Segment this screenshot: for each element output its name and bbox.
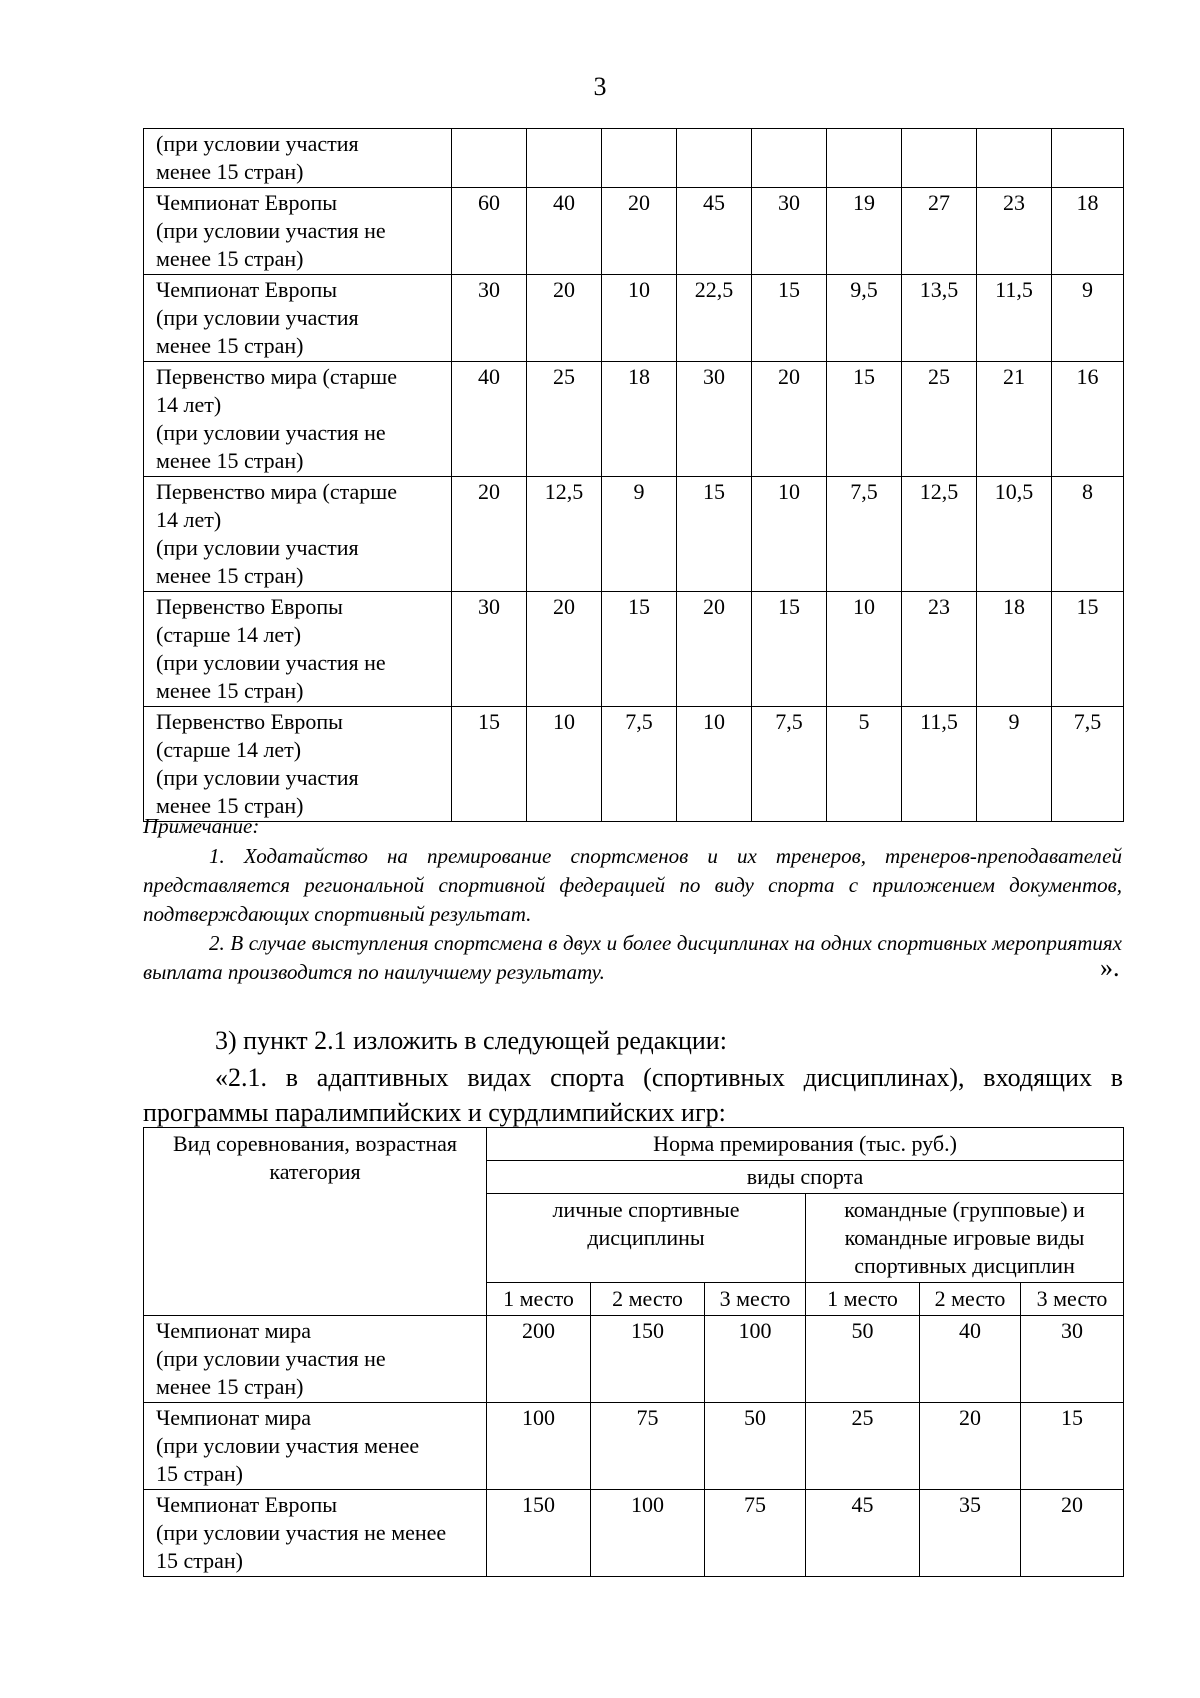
value-cell: 16 bbox=[1052, 362, 1124, 477]
row-label bbox=[144, 362, 452, 477]
header-norm: Норма премирования (тыс. руб.) bbox=[487, 1128, 1124, 1161]
value-cell: 150 bbox=[487, 1490, 591, 1577]
row-label-line: (при условии участия не bbox=[156, 650, 386, 675]
row-label-line: (при условии участия bbox=[156, 535, 359, 560]
value-cell: 100 bbox=[591, 1490, 705, 1577]
value-cell: 15 bbox=[1021, 1403, 1124, 1490]
value-cell: 75 bbox=[591, 1403, 705, 1490]
note-1: 1. Ходатайство на премирование спортсменов и их тренеров, тренеров-преподавателей представляется региональной спортивной федерацией по виду спорта с приложением документов, подтверждающих спортивный результат. bbox=[143, 844, 1122, 926]
paragraph-3: 3) пункт 2.1 изложить в следующей редакции: bbox=[215, 1026, 727, 1055]
row-label bbox=[144, 275, 452, 362]
row-label-line: менее 15 стран) bbox=[156, 1374, 304, 1399]
table2-body bbox=[144, 1316, 1124, 1577]
value-cell: 15 bbox=[752, 592, 827, 707]
value-cell: 45 bbox=[677, 188, 752, 275]
row-label bbox=[144, 592, 452, 707]
row-label-line: менее 15 стран) bbox=[156, 246, 304, 271]
row-label-line: менее 15 стран) bbox=[156, 448, 304, 473]
value-cell: 10,5 bbox=[977, 477, 1052, 592]
value-cell: 40 bbox=[452, 362, 527, 477]
header-personal-disciplines: личные спортивные дисциплины bbox=[487, 1194, 806, 1283]
value-cell: 15 bbox=[752, 275, 827, 362]
value-cell: 45 bbox=[806, 1490, 920, 1577]
row-label-line: Чемпионат мира bbox=[156, 1405, 312, 1430]
value-cell: 100 bbox=[705, 1316, 806, 1403]
value-cell: 30 bbox=[452, 275, 527, 362]
value-cell: 15 bbox=[1052, 592, 1124, 707]
value-cell: 60 bbox=[452, 188, 527, 275]
value-cell: 5 bbox=[827, 707, 902, 822]
value-cell bbox=[602, 129, 677, 188]
row-label-line: Чемпионат Европы bbox=[156, 277, 337, 302]
value-cell: 25 bbox=[806, 1403, 920, 1490]
value-cell: 20 bbox=[602, 188, 677, 275]
table-row bbox=[144, 275, 1124, 362]
header-place: 2 место bbox=[591, 1283, 705, 1316]
value-cell: 35 bbox=[920, 1490, 1021, 1577]
header-place: 2 место bbox=[920, 1283, 1021, 1316]
value-cell: 50 bbox=[705, 1403, 806, 1490]
table-row bbox=[144, 592, 1124, 707]
value-cell bbox=[827, 129, 902, 188]
value-cell: 15 bbox=[827, 362, 902, 477]
row-label-line: (при условии участия не bbox=[156, 218, 386, 243]
value-cell: 15 bbox=[677, 477, 752, 592]
value-cell: 11,5 bbox=[902, 707, 977, 822]
value-cell bbox=[1052, 129, 1124, 188]
row-label-line: 14 лет) bbox=[156, 392, 222, 417]
value-cell: 7,5 bbox=[752, 707, 827, 822]
table-row bbox=[144, 129, 1124, 188]
header-place: 1 место bbox=[487, 1283, 591, 1316]
value-cell: 7,5 bbox=[1052, 707, 1124, 822]
value-cell bbox=[752, 129, 827, 188]
value-cell: 10 bbox=[677, 707, 752, 822]
value-cell: 9,5 bbox=[827, 275, 902, 362]
row-label-line: (старше 14 лет) bbox=[156, 737, 302, 762]
row-label bbox=[144, 1490, 487, 1577]
header-team-disciplines: командные (групповые) и командные игровые виды спортивных дисциплин bbox=[806, 1194, 1124, 1283]
value-cell: 22,5 bbox=[677, 275, 752, 362]
value-cell: 18 bbox=[1052, 188, 1124, 275]
page-number: 3 bbox=[593, 72, 607, 101]
row-label-line: Чемпионат мира bbox=[156, 1318, 312, 1343]
value-cell bbox=[527, 129, 602, 188]
note-2: 2. В случае выступления спортсмена в двух и более дисциплинах на одних спортивных мероприятиях выплата производится по наилучшему результату. bbox=[143, 931, 1122, 984]
value-cell bbox=[452, 129, 527, 188]
row-label-line: (при условии участия bbox=[156, 765, 359, 790]
value-cell: 30 bbox=[1021, 1316, 1124, 1403]
adaptive-sports-premium-table bbox=[143, 1127, 1124, 1577]
row-label-line: Первенство мира (старше bbox=[156, 479, 397, 504]
value-cell: 200 bbox=[487, 1316, 591, 1403]
table-row bbox=[144, 707, 1124, 822]
value-cell: 20 bbox=[527, 592, 602, 707]
value-cell: 30 bbox=[452, 592, 527, 707]
value-cell: 20 bbox=[677, 592, 752, 707]
value-cell: 25 bbox=[902, 362, 977, 477]
value-cell: 20 bbox=[452, 477, 527, 592]
row-label-line: менее 15 стран) bbox=[156, 159, 304, 184]
value-cell: 12,5 bbox=[902, 477, 977, 592]
value-cell: 11,5 bbox=[977, 275, 1052, 362]
value-cell: 9 bbox=[602, 477, 677, 592]
table1-body bbox=[144, 129, 1124, 822]
value-cell: 20 bbox=[920, 1403, 1021, 1490]
row-label bbox=[144, 1316, 487, 1403]
row-label-line: Первенство Европы bbox=[156, 709, 343, 734]
row-label-line: Чемпионат Европы bbox=[156, 1492, 337, 1517]
row-label-line: менее 15 стран) bbox=[156, 333, 304, 358]
table-row bbox=[144, 188, 1124, 275]
row-label-line: 15 стран) bbox=[156, 1461, 244, 1486]
row-label-line: менее 15 стран) bbox=[156, 563, 304, 588]
value-cell bbox=[677, 129, 752, 188]
header-competition-type: Вид соревнования, возрастная категория bbox=[144, 1128, 487, 1316]
header-place: 3 место bbox=[705, 1283, 806, 1316]
row-label bbox=[144, 188, 452, 275]
value-cell: 18 bbox=[602, 362, 677, 477]
row-label-line: (при условии участия не bbox=[156, 420, 386, 445]
row-label-line: Чемпионат Европы bbox=[156, 190, 337, 215]
row-label-line: (при условии участия менее bbox=[156, 1433, 420, 1458]
value-cell: 10 bbox=[527, 707, 602, 822]
value-cell: 20 bbox=[1021, 1490, 1124, 1577]
value-cell: 9 bbox=[977, 707, 1052, 822]
row-label bbox=[144, 1403, 487, 1490]
row-label-line: (при условии участия bbox=[156, 305, 359, 330]
row-label-line: (при условии участия не bbox=[156, 1346, 386, 1371]
value-cell: 9 bbox=[1052, 275, 1124, 362]
value-cell: 30 bbox=[752, 188, 827, 275]
row-label-line: (старше 14 лет) bbox=[156, 622, 302, 647]
value-cell: 75 bbox=[705, 1490, 806, 1577]
table-row bbox=[144, 1490, 1124, 1577]
value-cell: 100 bbox=[487, 1403, 591, 1490]
row-label bbox=[144, 477, 452, 592]
value-cell: 12,5 bbox=[527, 477, 602, 592]
value-cell: 27 bbox=[902, 188, 977, 275]
row-label bbox=[144, 707, 452, 822]
value-cell: 15 bbox=[452, 707, 527, 822]
row-label-line: 14 лет) bbox=[156, 507, 222, 532]
table-row bbox=[144, 477, 1124, 592]
value-cell: 7,5 bbox=[827, 477, 902, 592]
premium-table-continued bbox=[143, 128, 1124, 822]
value-cell: 7,5 bbox=[602, 707, 677, 822]
value-cell bbox=[902, 129, 977, 188]
value-cell: 23 bbox=[977, 188, 1052, 275]
row-label-line: Первенство мира (старше bbox=[156, 364, 397, 389]
note-title: Примечание: bbox=[143, 814, 260, 838]
value-cell: 19 bbox=[827, 188, 902, 275]
value-cell: 8 bbox=[1052, 477, 1124, 592]
value-cell: 21 bbox=[977, 362, 1052, 477]
value-cell: 20 bbox=[752, 362, 827, 477]
value-cell: 18 bbox=[977, 592, 1052, 707]
paragraph-4: «2.1. в адаптивных видах спорта (спортивных дисциплинах), входящих в программы паралимпийских и сурдлимпийских игр: bbox=[143, 1063, 1123, 1127]
header-sports: виды спорта bbox=[487, 1161, 1124, 1194]
header-place: 1 место bbox=[806, 1283, 920, 1316]
row-label-line: 15 стран) bbox=[156, 1548, 244, 1573]
value-cell: 10 bbox=[602, 275, 677, 362]
value-cell bbox=[977, 129, 1052, 188]
row-label-line: Первенство Европы bbox=[156, 594, 343, 619]
value-cell: 10 bbox=[752, 477, 827, 592]
value-cell: 20 bbox=[527, 275, 602, 362]
row-label-line: (при условии участия bbox=[156, 131, 359, 156]
row-label-line: менее 15 стран) bbox=[156, 793, 304, 818]
value-cell: 40 bbox=[527, 188, 602, 275]
table-row bbox=[144, 1316, 1124, 1403]
row-label-line: менее 15 стран) bbox=[156, 678, 304, 703]
header-place: 3 место bbox=[1021, 1283, 1124, 1316]
value-cell: 10 bbox=[827, 592, 902, 707]
row-label-line: (при условии участия не менее bbox=[156, 1520, 447, 1545]
value-cell: 150 bbox=[591, 1316, 705, 1403]
row-label bbox=[144, 129, 452, 188]
closing-quote: ». bbox=[1100, 953, 1120, 982]
value-cell: 40 bbox=[920, 1316, 1021, 1403]
table-row bbox=[144, 362, 1124, 477]
value-cell: 13,5 bbox=[902, 275, 977, 362]
value-cell: 23 bbox=[902, 592, 977, 707]
table-row bbox=[144, 1403, 1124, 1490]
value-cell: 15 bbox=[602, 592, 677, 707]
value-cell: 25 bbox=[527, 362, 602, 477]
value-cell: 30 bbox=[677, 362, 752, 477]
value-cell: 50 bbox=[806, 1316, 920, 1403]
